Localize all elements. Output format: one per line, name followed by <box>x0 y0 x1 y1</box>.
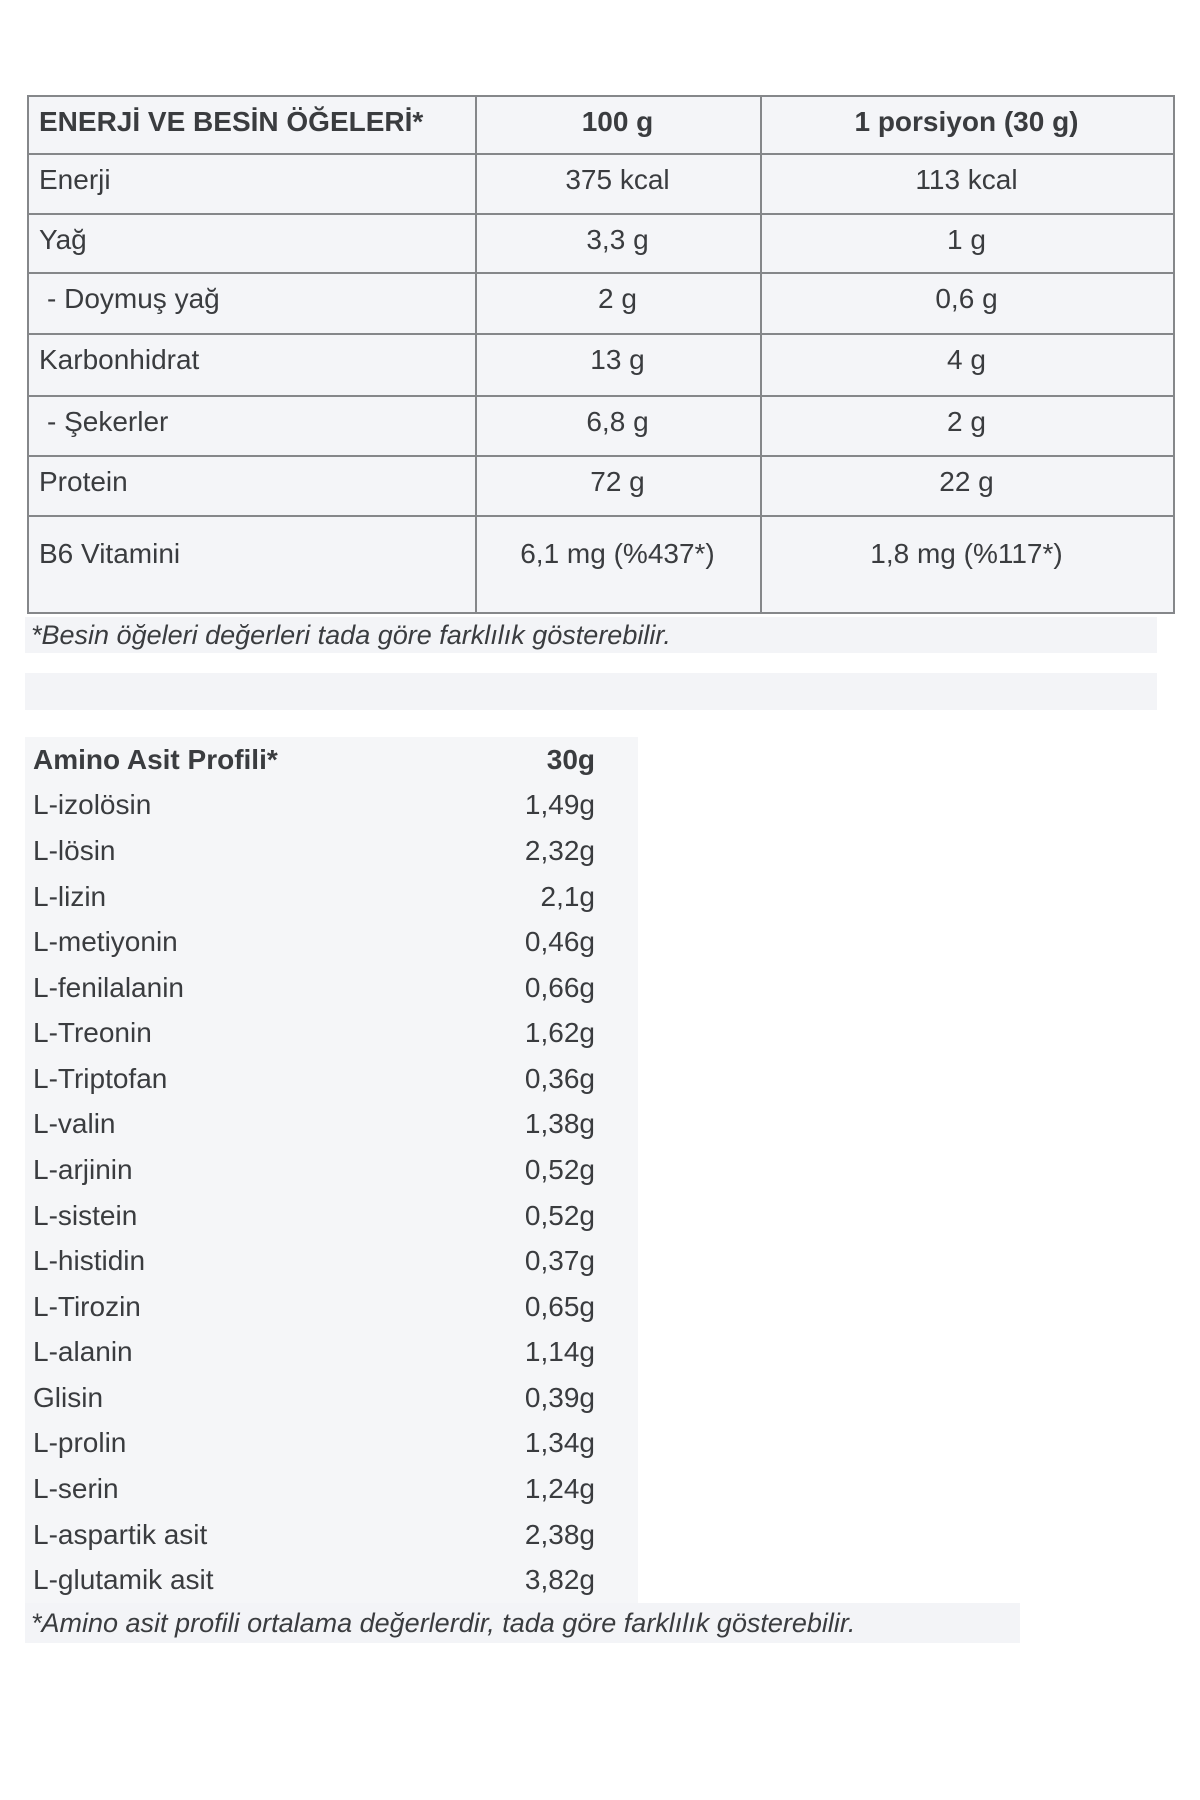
nutrition-header-row <box>28 96 1174 154</box>
amino-row <box>25 1238 638 1284</box>
amino-header-amount: 30g <box>546 743 595 775</box>
value-per-serving: 0,6 g <box>761 273 1174 334</box>
nutrient-label: Enerji <box>28 154 476 214</box>
amino-label: L-fenilalanin <box>33 971 184 1003</box>
amino-value: 3,82g <box>524 1564 595 1596</box>
amino-row <box>25 1010 638 1056</box>
nutrition-row <box>28 154 1174 214</box>
value-per-serving: 1 g <box>761 214 1174 273</box>
value-per-100g: 6,1 mg (%437*) <box>476 516 761 613</box>
amino-row <box>25 1557 638 1603</box>
amino-label: L-prolin <box>33 1427 127 1459</box>
value-per-serving: 22 g <box>761 456 1174 516</box>
nutrient-label: Protein <box>28 456 476 516</box>
amino-value: 0,66g <box>524 971 595 1003</box>
amino-value: 0,39g <box>524 1381 595 1413</box>
nutrition-row <box>28 273 1174 334</box>
value-per-100g: 72 g <box>476 456 761 516</box>
amino-label: L-lizin <box>33 880 107 912</box>
nutrition-row <box>28 214 1174 273</box>
nutrient-label: B6 Vitamini <box>28 516 476 613</box>
amino-header-row <box>25 737 638 783</box>
amino-value: 1,34g <box>524 1427 595 1459</box>
column-header-serving: 1 porsiyon (30 g) <box>761 96 1174 154</box>
amino-row <box>25 1056 638 1102</box>
amino-value: 0,37g <box>524 1245 595 1277</box>
amino-row <box>25 1147 638 1193</box>
amino-row <box>25 1466 638 1512</box>
amino-value: 0,36g <box>524 1062 595 1094</box>
amino-label: L-metiyonin <box>33 926 178 958</box>
amino-label: L-Treonin <box>33 1017 152 1049</box>
amino-row <box>25 1284 638 1330</box>
amino-value: 0,65g <box>524 1290 595 1322</box>
nutrient-label: Karbonhidrat <box>28 334 476 396</box>
value-per-100g: 3,3 g <box>476 214 761 273</box>
value-per-100g: 13 g <box>476 334 761 396</box>
amino-label: L-histidin <box>33 1245 146 1277</box>
value-per-serving: 113 kcal <box>761 154 1174 214</box>
amino-label: L-Tirozin <box>33 1290 141 1322</box>
nutrition-table-title: ENERJİ VE BESİN ÖĞELERİ* <box>28 96 476 154</box>
amino-row <box>25 1330 638 1376</box>
nutrition-row <box>28 334 1174 396</box>
amino-value: 1,24g <box>524 1473 595 1505</box>
amino-label: L-aspartik asit <box>33 1518 208 1550</box>
amino-row <box>25 1102 638 1148</box>
amino-row <box>25 1512 638 1558</box>
amino-label: L-Triptofan <box>33 1062 168 1094</box>
value-per-100g: 6,8 g <box>476 396 761 456</box>
amino-acid-table <box>25 737 638 1603</box>
value-per-100g: 2 g <box>476 273 761 334</box>
amino-label: L-izolösin <box>33 789 152 821</box>
amino-value: 0,46g <box>524 926 595 958</box>
amino-value: 1,49g <box>524 789 595 821</box>
amino-table-title: Amino Asit Profili* <box>33 743 278 775</box>
nutrient-label: Yağ <box>28 214 476 273</box>
amino-row <box>25 783 638 829</box>
spacer-band <box>25 673 1157 710</box>
column-header-100g: 100 g <box>476 96 761 154</box>
amino-row <box>25 919 638 965</box>
amino-label: L-lösin <box>33 834 116 866</box>
amino-row <box>25 965 638 1011</box>
amino-label: L-serin <box>33 1473 119 1505</box>
value-per-serving: 2 g <box>761 396 1174 456</box>
amino-row <box>25 1375 638 1421</box>
value-per-serving: 4 g <box>761 334 1174 396</box>
nutrition-row <box>28 396 1174 456</box>
amino-label: Glisin <box>33 1381 104 1413</box>
amino-label: L-glutamik asit <box>33 1564 214 1596</box>
amino-label: L-valin <box>33 1108 116 1140</box>
amino-label: L-alanin <box>33 1336 133 1368</box>
amino-label: L-arjinin <box>33 1153 133 1185</box>
nutrition-footnote: *Besin öğeleri değerleri tada göre farklılık gösterebilir. <box>25 617 1157 653</box>
amino-value: 0,52g <box>524 1199 595 1231</box>
nutrition-row <box>28 516 1174 613</box>
amino-row <box>25 1421 638 1467</box>
nutrition-table <box>27 95 1175 614</box>
value-per-serving: 1,8 mg (%117*) <box>761 516 1174 613</box>
nutrient-label: - Doymuş yağ <box>28 273 476 334</box>
amino-label: L-sistein <box>33 1199 138 1231</box>
amino-value: 2,32g <box>524 834 595 866</box>
amino-value: 0,52g <box>524 1153 595 1185</box>
amino-value: 1,62g <box>524 1017 595 1049</box>
amino-value: 2,1g <box>540 880 595 912</box>
amino-footnote: *Amino asit profili ortalama değerlerdir, tada göre farklılık gösterebilir. <box>25 1603 1020 1643</box>
amino-value: 1,14g <box>524 1336 595 1368</box>
amino-row <box>25 828 638 874</box>
nutrient-label: - Şekerler <box>28 396 476 456</box>
amino-value: 1,38g <box>524 1108 595 1140</box>
value-per-100g: 375 kcal <box>476 154 761 214</box>
amino-row <box>25 1193 638 1239</box>
nutrition-row <box>28 456 1174 516</box>
amino-row <box>25 874 638 920</box>
amino-value: 2,38g <box>524 1518 595 1550</box>
